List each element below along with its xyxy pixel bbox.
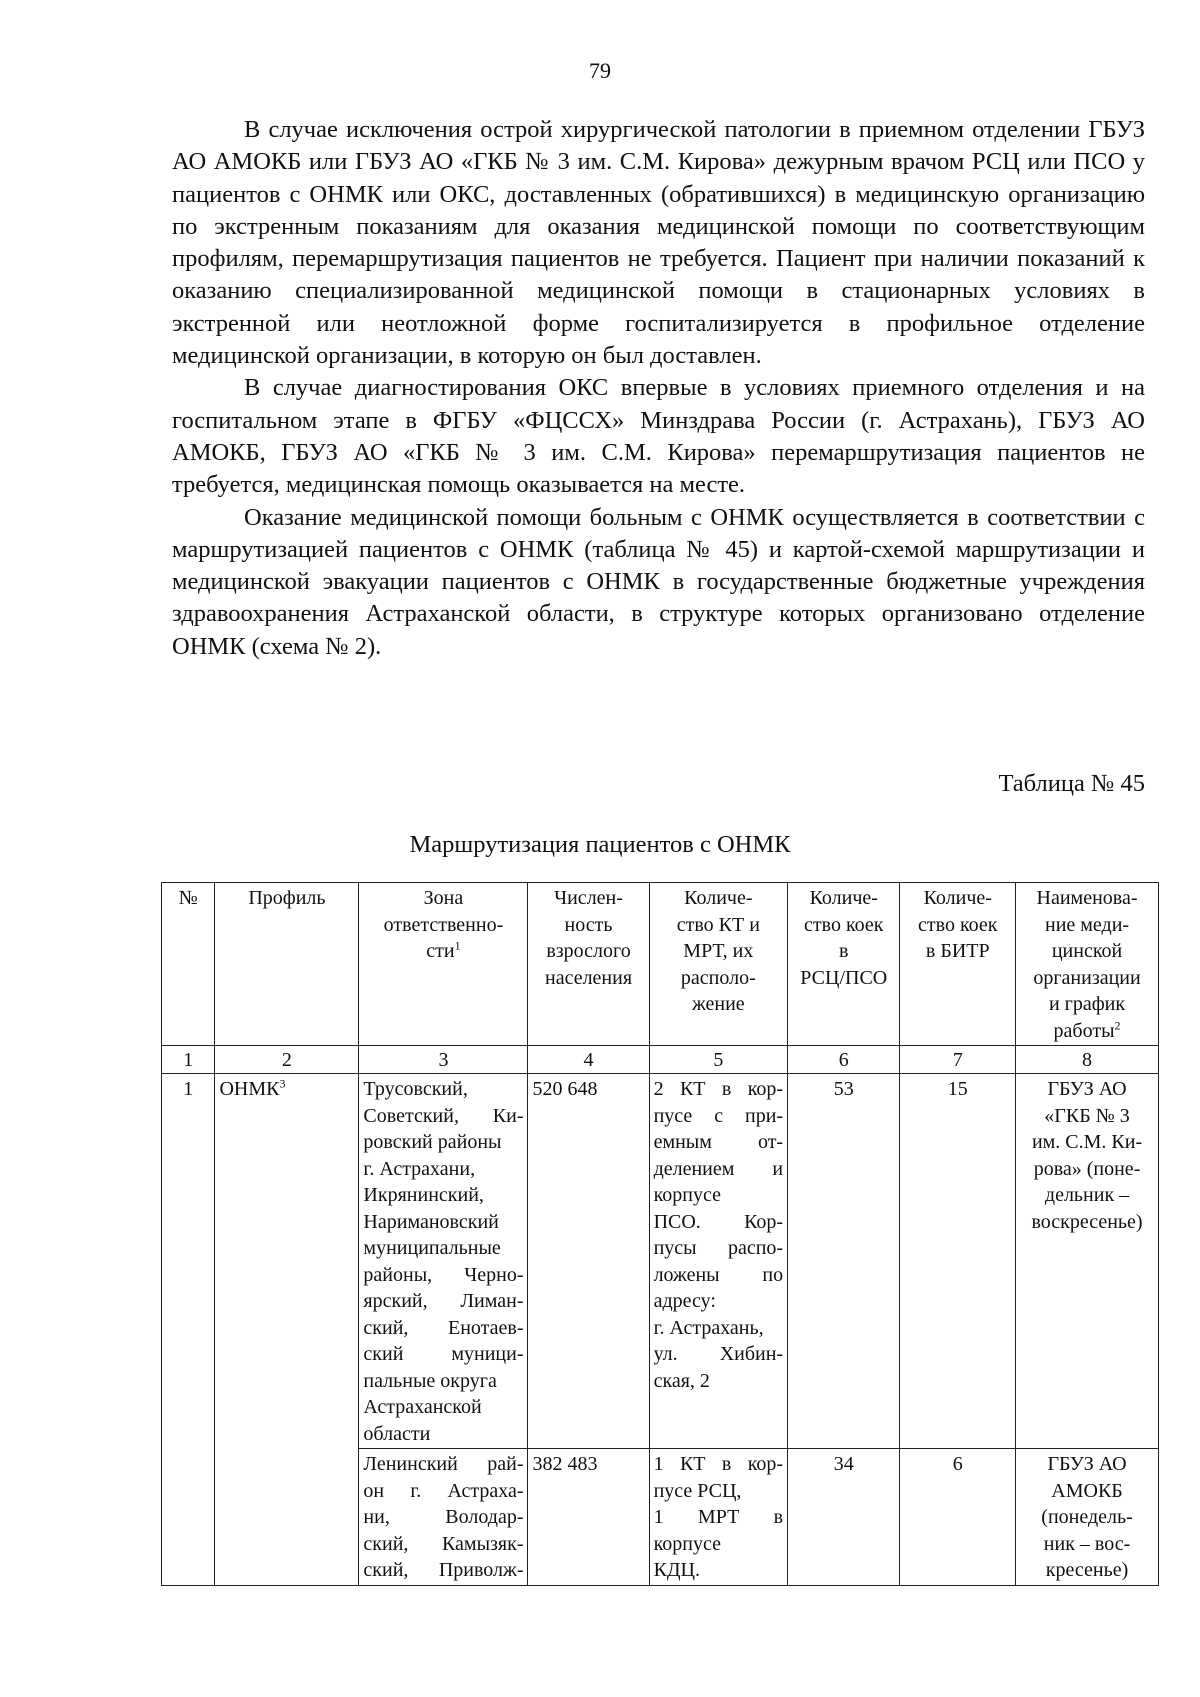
row-beds-rsc: 53 <box>788 1074 900 1449</box>
row-population: 520 648 <box>528 1074 649 1449</box>
body-text <box>172 114 1145 663</box>
table-row <box>162 1074 1159 1449</box>
column-number: 1 <box>162 1046 215 1074</box>
column-number-row <box>162 1046 1159 1074</box>
paragraph-2: В случае диагностирования ОКС впервые в условиях приемного отделения и на госпитальном этапе в ФГБУ «ФЦССХ» Минздрава России (г. Астрахань), ГБУЗ АО АМОКБ, ГБУЗ АО «ГКБ № 3 им. С.М. Кирова» перемаршрутизация пациентов не требуется, медицинская помощь оказывается на месте. <box>172 374 1145 499</box>
paragraph-1: В случае исключения острой хирургической патологии в приемном отделении ГБУЗ АО АМОКБ или ГБУЗ АО «ГКБ № 3 им. С.М. Кирова» дежурным врачом РСЦ или ПСО у пациентов с ОНМК или ОКС, доставленных (обратившихся) в медицинскую организацию по экстренным показаниям для оказания медицинской помощи по соответствующим профилям, перемаршрутизация пациентов не требуется. Пациент при наличии показаний к оказанию специализированной медицинской помощи в стационарных условиях в экстренной или неотложной форме госпитализируется в профильное отделение медицинской организации, в которую он был доставлен. <box>172 116 1145 370</box>
column-number: 8 <box>1016 1046 1159 1074</box>
header-ct-mri: Количе- ство КТ и МРТ, их располо- жение <box>649 883 788 1046</box>
header-population: Числен- ность взрослого населения <box>528 883 649 1046</box>
routing-table <box>161 882 1159 1586</box>
column-number: 3 <box>359 1046 528 1074</box>
paragraph-3: Оказание медицинской помощи больным с ОНМК осуществляется в соответствии с маршрутизацией пациентов с ОНМК (таблица № 45) и картой-схемой маршрутизации и медицинской эвакуации пациентов с ОНМК в государственные бюджетные учреждения здравоохранения Астраханской области, в структуре которых организовано отделение ОНМК (схема № 2). <box>172 503 1145 660</box>
row-beds-rsc: 34 <box>788 1449 900 1586</box>
table-title: Маршрутизация пациентов с ОНМК <box>409 831 791 858</box>
footnote-mark-3: 3 <box>279 1076 286 1091</box>
table-number: Таблица № 45 <box>998 770 1145 797</box>
column-number: 2 <box>215 1046 359 1074</box>
header-profile: Профиль <box>215 883 359 1046</box>
row-zone: Трусовский, Советский, Ки- ровский районы г. Астрахани, Икрянинский, Наримановский муниципальные районы, Черно- ярский, Лиман- ский, Енотаев- ский муници- пальные округа Астраханской области <box>359 1074 528 1449</box>
footnote-mark-2: 2 <box>1114 1017 1121 1032</box>
row-beds-bitr: 15 <box>900 1074 1016 1449</box>
column-number: 5 <box>649 1046 788 1074</box>
row-population: 382 483 <box>528 1449 649 1586</box>
row-number: 1 <box>162 1074 215 1586</box>
column-number: 4 <box>528 1046 649 1074</box>
column-number: 6 <box>788 1046 900 1074</box>
row-beds-bitr: 6 <box>900 1449 1016 1586</box>
row-zone: Ленинский рай- он г. Астраха- ни, Володар- ский, Камызяк- ский, Приволж- <box>359 1449 528 1586</box>
row-org: ГБУЗ АО «ГКБ № 3 им. С.М. Ки- рова» (поне- дельник – воскресенье) <box>1016 1074 1159 1449</box>
header-zone: Зона ответственно- сти$^1$ <box>359 883 528 1046</box>
header-org: Наименова- ние меди- цинской организации и график работы$^2$ <box>1016 883 1159 1046</box>
table-header-row <box>162 883 1159 1046</box>
header-beds-rsc: Количе- ство коек в РСЦ/ПСО <box>788 883 900 1046</box>
header-beds-bitr: Количе- ство коек в БИТР <box>900 883 1016 1046</box>
row-org: ГБУЗ АО АМОКБ (понедель- ник – вос- кресенье) <box>1016 1449 1159 1586</box>
page-number: 79 <box>589 58 611 83</box>
row-ct-mri: 2 КТ в кор- пусе с при- емным от- делением и корпусе ПСО. Кор- пусы распо- ложены по адресу: г. Астрахань, ул. Хибин- ская, 2 <box>649 1074 788 1449</box>
row-ct-mri: 1 КТ в кор- пусе РСЦ, 1 МРТ в корпусе КДЦ. <box>649 1449 788 1586</box>
column-number: 7 <box>900 1046 1016 1074</box>
row-profile: ОНМК$^3$ <box>215 1074 359 1586</box>
footnote-mark-1: 1 <box>454 938 461 953</box>
header-no: № <box>162 883 215 1046</box>
